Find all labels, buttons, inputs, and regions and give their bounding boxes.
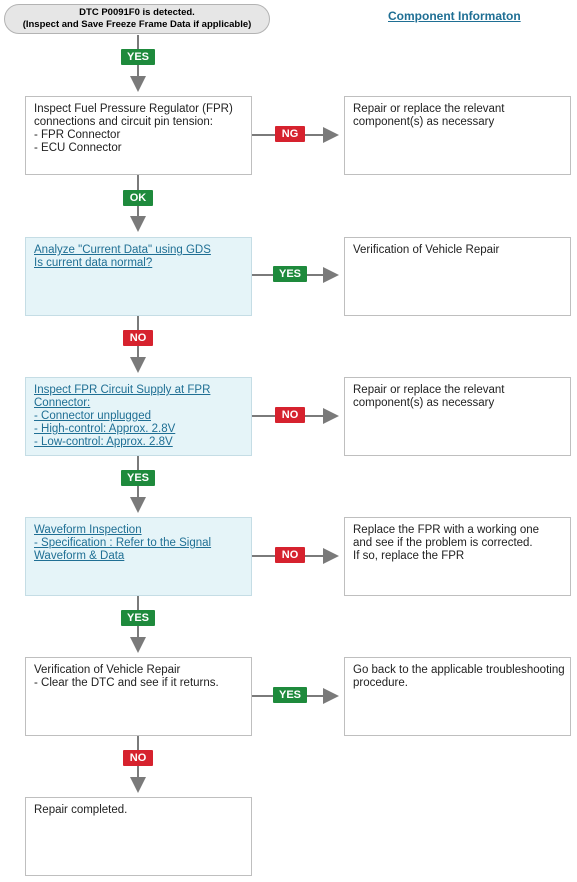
step1-inspect-fpr-connections — [25, 96, 252, 175]
step4-result-line: Replace the FPR with a working one — [353, 524, 540, 536]
badge-step5-yes: YES — [273, 687, 307, 703]
step1-line: - FPR Connector — [34, 129, 121, 141]
step2-link-line[interactable]: Analyze "Current Data" using GDS — [34, 244, 211, 256]
badge-step3-no: NO — [275, 407, 305, 423]
step5-result-box — [344, 657, 571, 736]
badge-step5-no: NO — [123, 750, 153, 766]
step5-line: Verification of Vehicle Repair — [34, 664, 181, 676]
step2-result-text: Verification of Vehicle Repair — [353, 244, 500, 256]
step1-line: - ECU Connector — [34, 142, 122, 154]
step4-link-line[interactable]: Waveform Inspection — [34, 524, 142, 536]
step4-result-box — [344, 517, 571, 596]
final-repair-completed — [25, 797, 252, 876]
step5-result-line: procedure. — [353, 677, 408, 689]
step3-link-line[interactable]: - Connector unplugged — [34, 410, 151, 422]
step5-result-line: Go back to the applicable troubleshooting — [353, 664, 565, 676]
badge-step2-yes: YES — [273, 266, 307, 282]
step1-result-box — [344, 96, 571, 175]
step2-result-box — [344, 237, 571, 316]
start-line-1: DTC P0091F0 is detected. — [79, 7, 195, 18]
badge-step2-no: NO — [123, 330, 153, 346]
start-dtc-detected — [4, 4, 270, 34]
step1-line: Inspect Fuel Pressure Regulator (FPR) — [34, 103, 233, 115]
step3-inspect-fpr-circuit-supply — [25, 377, 252, 456]
step3-link-line[interactable]: Connector: — [34, 397, 91, 409]
step3-link-line[interactable]: Inspect FPR Circuit Supply at FPR — [34, 384, 211, 396]
badge-step1-ok: OK — [123, 190, 153, 206]
final-text: Repair completed. — [34, 804, 128, 816]
component-information-link[interactable]: Component Informaton — [388, 9, 521, 23]
step2-analyze-current-data — [25, 237, 252, 316]
step4-result-line: If so, replace the FPR — [353, 550, 465, 562]
step3-result-box — [344, 377, 571, 456]
badge-start-yes: YES — [121, 49, 155, 65]
step1-result-text: Repair or replace the relevant component(s) as necessary — [353, 103, 505, 128]
step4-result-line: and see if the problem is corrected. — [353, 537, 533, 549]
step4-waveform-inspection — [25, 517, 252, 596]
step2-link-line[interactable]: Is current data normal? — [34, 257, 153, 269]
step1-line: connections and circuit pin tension: — [34, 116, 213, 128]
step4-link-line[interactable]: Waveform & Data — [34, 550, 125, 562]
badge-step4-yes: YES — [121, 610, 155, 626]
step3-link-line[interactable]: - Low-control: Approx. 2.8V — [34, 436, 173, 448]
step3-result-text: Repair or replace the relevant component(s) as necessary — [353, 384, 505, 409]
badge-step1-ng: NG — [275, 126, 305, 142]
start-line-2: (Inspect and Save Freeze Frame Data if applicable) — [22, 19, 252, 30]
step5-line: - Clear the DTC and see if it returns. — [34, 677, 219, 689]
badge-step3-yes: YES — [121, 470, 155, 486]
step4-link-line[interactable]: - Specification : Refer to the Signal — [34, 537, 212, 549]
step3-link-line[interactable]: - High-control: Approx. 2.8V — [34, 423, 176, 435]
step5-verification-of-vehicle-repair — [25, 657, 252, 736]
badge-step4-no: NO — [275, 547, 305, 563]
